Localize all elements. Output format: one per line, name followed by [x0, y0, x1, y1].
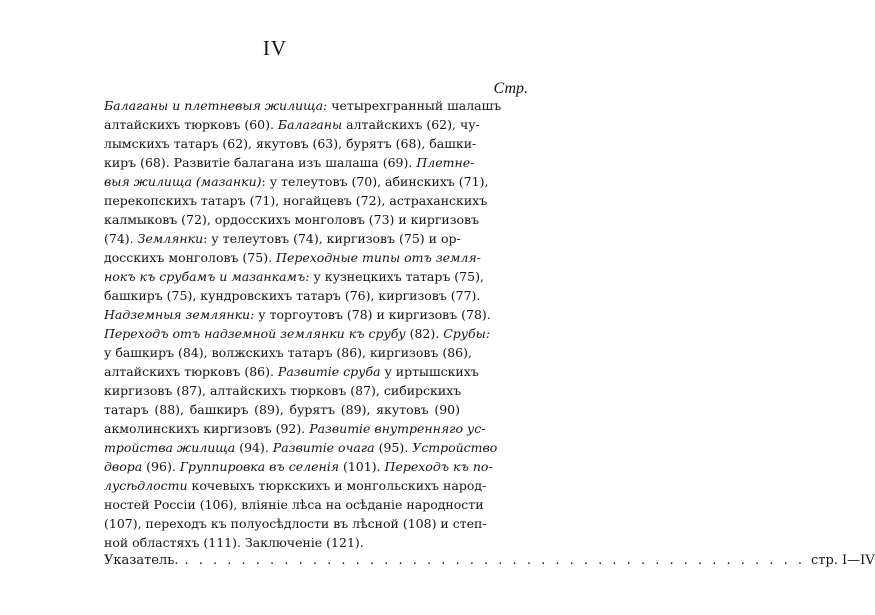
toc-line — [104, 381, 460, 400]
toc-text: досскихъ монголовъ (75). — [104, 250, 277, 265]
toc-text: (101). — [339, 459, 385, 474]
toc-line — [104, 153, 475, 172]
toc-text: : у телеутовъ (74), киргизовъ (75) и ор- — [203, 231, 461, 246]
toc-topic: Балаганы и плетневыя жилища: — [104, 98, 328, 113]
toc-topic: Устройство — [412, 440, 498, 455]
toc-text: кочевыхъ тюркскихъ и монгольскихъ народ- — [187, 478, 487, 493]
toc-text: четырехгранный шалашъ — [327, 98, 502, 113]
toc-topic: Переходъ отъ надземной землянки къ срубу — [104, 326, 406, 341]
toc-topic: Балаганы — [277, 117, 343, 132]
toc-line — [104, 172, 489, 191]
toc-text: башкиръ (75), кундровскихъ татаръ (76), киргизовъ (77). — [104, 288, 481, 303]
toc-topic: Надземныя землянки: — [104, 307, 255, 322]
toc-line — [104, 134, 477, 153]
toc-topic: нокъ къ срубамъ и мазанкамъ: — [104, 269, 310, 284]
toc-line — [104, 533, 460, 552]
toc-topic: Срубы: — [443, 326, 491, 341]
toc-text: калмыковъ (72), ордосскихъ монголовъ (73) и киргизовъ — [104, 212, 480, 227]
toc-text: (94). — [235, 440, 273, 455]
toc-line — [104, 476, 487, 495]
section-number: IV — [262, 36, 288, 60]
toc-topic: Развитіе внутренняго ус- — [309, 421, 486, 436]
toc-topic: выя жилища (мазанки) — [104, 174, 262, 189]
toc-text: (95). — [374, 440, 413, 455]
toc-line — [104, 362, 479, 381]
toc-line — [104, 457, 493, 476]
toc-topic: лусѣдлости — [104, 478, 188, 493]
toc-text: (96). — [142, 459, 180, 474]
toc-line — [104, 267, 484, 286]
toc-topic: Переходные типы отъ земля- — [276, 250, 481, 265]
toc-line — [104, 248, 481, 267]
index-label: Указатель. — [104, 553, 179, 568]
toc-line — [104, 438, 498, 457]
toc-text: акмолинскихъ киргизовъ (92). — [104, 421, 310, 436]
toc-text: (107), переходъ къ полуосѣдлости въ лѣсной (108) и степ- — [104, 516, 487, 531]
toc-text: киргизовъ (87), алтайскихъ тюрковъ (87), сибирскихъ — [104, 383, 462, 398]
toc-topic: Развитіе очага — [272, 440, 375, 455]
toc-topic: двора — [104, 459, 143, 474]
toc-topic: Группировка въ селенія — [179, 459, 339, 474]
toc-text: ностей Россіи (106), вліяніе лѣса на осѣданіе народности — [104, 497, 484, 512]
toc-text: перекопскихъ татаръ (71), ногайцевъ (72), астраханскихъ — [104, 193, 488, 208]
index-entry — [104, 551, 875, 571]
toc-text: татаръ (88), башкиръ (89), бурятъ (89), якутовъ (90) — [104, 402, 460, 417]
toc-line — [104, 495, 484, 514]
toc-text: : у телеутовъ (70), абинскихъ (71), — [261, 174, 489, 189]
toc-text: у башкиръ (84), волжскихъ татаръ (86), киргизовъ (86), — [104, 345, 472, 360]
toc-text: (74). — [104, 231, 138, 246]
toc-text: у иртышскихъ — [380, 364, 479, 379]
toc-topic: Развитіе сруба — [277, 364, 381, 379]
toc-line — [104, 115, 480, 134]
toc-line — [104, 191, 488, 210]
toc-text: алтайскихъ тюрковъ (86). — [104, 364, 278, 379]
table-of-contents-body — [104, 96, 502, 552]
toc-line — [104, 96, 502, 115]
toc-line — [104, 286, 481, 305]
toc-text: киръ (68). Развитіе балагана изъ шалаша (69). — [104, 155, 417, 170]
toc-text: алтайскихъ тюрковъ (60). — [104, 117, 278, 132]
toc-line — [104, 210, 480, 229]
toc-line — [104, 229, 460, 248]
toc-line — [104, 514, 487, 533]
toc-topic: тройства жилища — [104, 440, 236, 455]
toc-line — [104, 305, 491, 324]
leader-dots: . . . . . . . . . . . . . . . . . . . . . . . . . . . . . . . . . . . . . . . . . . . . — [184, 553, 805, 568]
toc-text: ной областяхъ (111). Заключеніе (121). — [104, 535, 364, 550]
toc-text: у торгоутовъ (78) и киргизовъ (78). — [254, 307, 491, 322]
toc-text: алтайскихъ (62), чу- — [342, 117, 480, 132]
page-column-label: Стр. — [493, 80, 528, 97]
toc-line — [104, 419, 486, 438]
toc-topic: Землянки — [137, 231, 204, 246]
toc-text: лымскихъ татаръ (62), якутовъ (63), бурятъ (68), башки- — [104, 136, 477, 151]
toc-text: (82). — [405, 326, 444, 341]
toc-line — [104, 343, 472, 362]
toc-line — [104, 324, 491, 343]
toc-topic: Плетне- — [416, 155, 475, 170]
index-pages: стр. I—IV — [810, 553, 875, 568]
toc-text: у кузнецкихъ татаръ (75), — [309, 269, 484, 284]
toc-line — [104, 400, 460, 419]
toc-topic: Переходъ къ по- — [384, 459, 493, 474]
